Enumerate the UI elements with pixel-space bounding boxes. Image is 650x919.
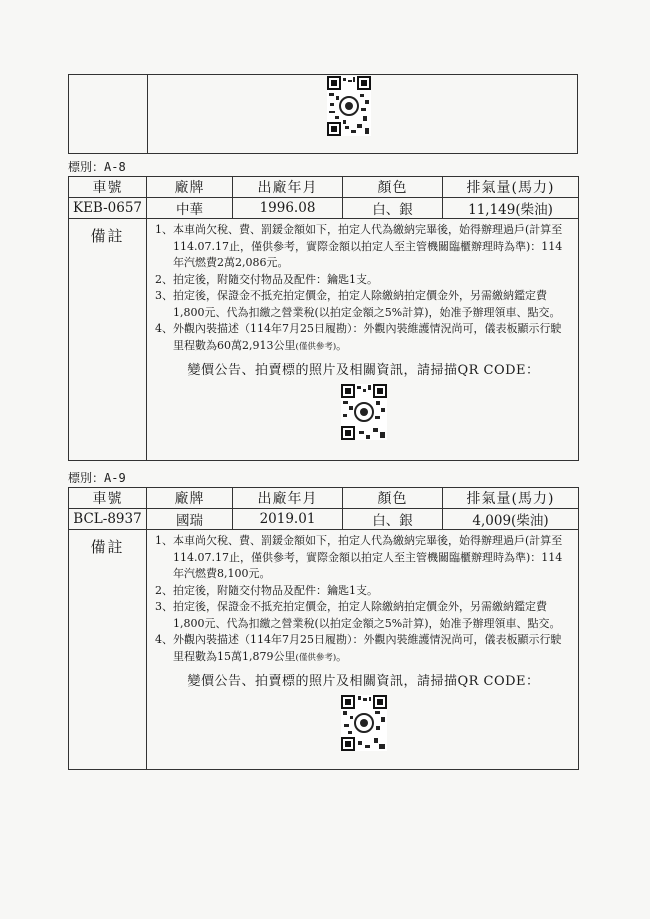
table-row (69, 509, 579, 530)
qr-instruction: 變價公告、拍賣標的照片及相關資訊，請掃描QR CODE： (187, 674, 540, 689)
remark-item-3: 3、 拍定後，保證金不抵充拍定價金，拍定人除繳納拍定價金外，另需繳納鑑定費1,800元、代為扣繳之營業稅(以拍定金額之5%計算)，始准予辦理領車、點交。 (155, 600, 561, 630)
qr-code-icon[interactable] (341, 384, 387, 440)
value-displacement: 11,149(柴油) (443, 198, 579, 219)
lot-label-a8: 標別：A-8 (68, 160, 126, 174)
previous-lot-remarks-box (68, 74, 578, 154)
remarks-row (69, 530, 579, 770)
qr-code-icon[interactable] (341, 695, 387, 751)
value-brand: 國瑞 (147, 509, 233, 530)
header-brand: 廠牌 (147, 177, 233, 198)
value-year: 1996.08 (233, 198, 343, 219)
lot-a8-table (68, 176, 579, 461)
header-color: 顏色 (343, 177, 443, 198)
remark-item-3: 3、 拍定後，保證金不抵充拍定價金，拍定人除繳納拍定價金外，另需繳納鑑定費1,800元、代為扣繳之營業稅(以拍定金額之5%計算)，始准予辦理領車、點交。 (155, 289, 561, 319)
table-header-row (69, 488, 579, 509)
qr-instruction: 變價公告、拍賣標的照片及相關資訊，請掃描QR CODE： (187, 363, 540, 378)
value-plate: KEB-0657 (69, 198, 147, 219)
remark-item-2: 2、 拍定後，附隨交付物品及配件：鑰匙1支。 (155, 272, 378, 286)
header-color: 顏色 (343, 488, 443, 509)
header-year: 出廠年月 (233, 488, 343, 509)
table-row (69, 198, 579, 219)
remark-item-2: 2、 拍定後，附隨交付物品及配件：鑰匙1支。 (155, 583, 378, 597)
remarks-label: 備註 (69, 530, 147, 770)
value-plate: BCL-8937 (69, 509, 147, 530)
table-header-row (69, 177, 579, 198)
header-year: 出廠年月 (233, 177, 343, 198)
header-plate: 車號 (69, 177, 147, 198)
value-displacement: 4,009(柴油) (443, 509, 579, 530)
remarks-body (147, 530, 579, 770)
header-displacement: 排氣量(馬力) (443, 177, 579, 198)
lot-a9-table (68, 487, 579, 770)
remark-item-1: 1、 本車尚欠稅、費、罰鍰金額如下，拍定人代為繳納完畢後，始得辦理過戶(計算至114.07.17止，僅供參考，實際金額以拍定人至主管機關臨櫃辦理時為準)：114年汽燃費2萬2,086元。 (155, 223, 563, 269)
header-brand: 廠牌 (147, 488, 233, 509)
remarks-row (69, 219, 579, 461)
remarks-body (147, 219, 579, 461)
value-color: 白、銀 (343, 198, 443, 219)
remarks-label: 備註 (69, 219, 147, 461)
remark-item-4: 4、 外觀內裝描述（114年7月25日履勘）：外觀內裝維護情況尚可，儀表板顯示行駛里程數為15萬1,879公里(僅供參考)。 (155, 633, 562, 663)
value-color: 白、銀 (343, 509, 443, 530)
value-year: 2019.01 (233, 509, 343, 530)
remark-item-1: 1、 本車尚欠稅、費、罰鍰金額如下，拍定人代為繳納完畢後，始得辦理過戶(計算至114.07.17止，僅供參考，實際金額以拍定人至主管機關臨櫃辦理時為準)：114年汽燃費8,100元。 (155, 534, 563, 580)
remark-item-4: 4、 外觀內裝描述（114年7月25日履勘）：外觀內裝維護情況尚可，儀表板顯示行駛里程數為60萬2,913公里(僅供參考)。 (155, 322, 562, 352)
header-displacement: 排氣量(馬力) (443, 488, 579, 509)
header-plate: 車號 (69, 488, 147, 509)
value-brand: 中華 (147, 198, 233, 219)
qr-code-icon (327, 76, 371, 136)
lot-label-a9: 標別：A-9 (68, 471, 126, 485)
